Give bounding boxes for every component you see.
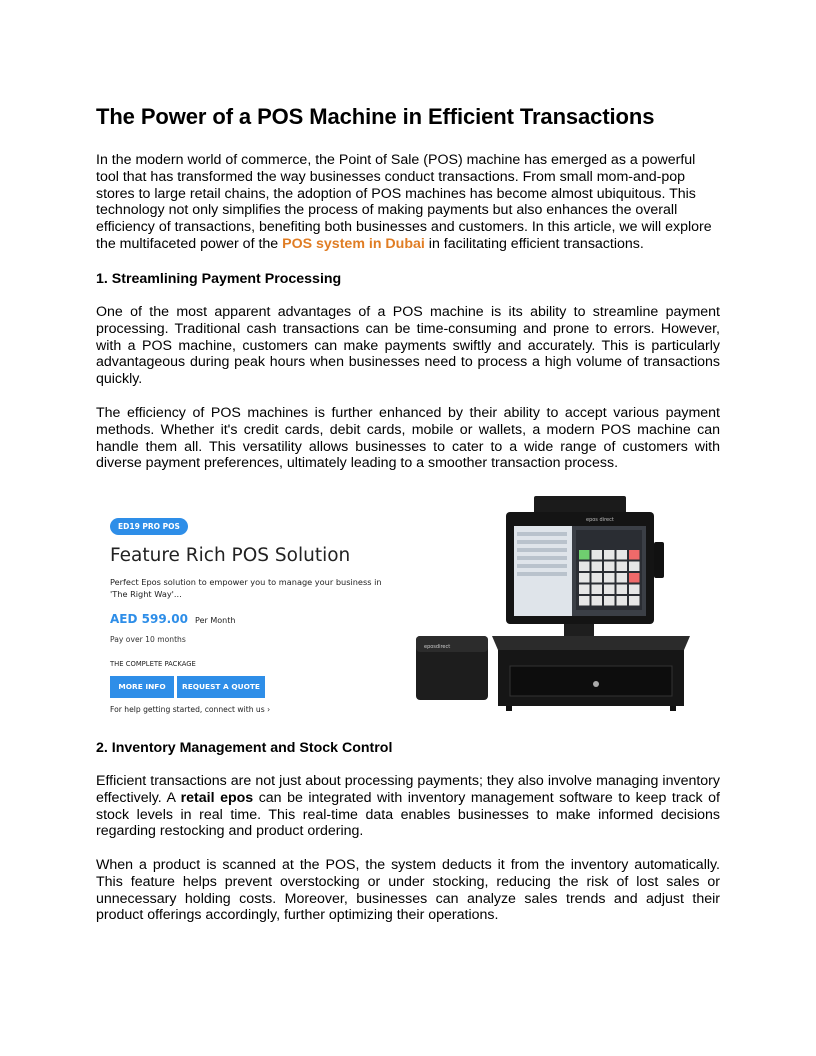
order-line [517, 564, 567, 568]
keypad-key [604, 550, 615, 560]
section2-paragraph-2: When a product is scanned at the POS, the system deducts it from the inventory automatically. This feature helps prevent overstocking or under stocking, reducing the risk of lost sales or unnecessary holding costs. Moreover, businesses can analyze sales trends and adjust their product offerings accordingly, further optimizing their operations. [96, 857, 720, 924]
page-title: The Power of a POS Machine in Efficient Transactions [96, 104, 655, 129]
intro-text-after: in facilitating efficient transactions. [424, 235, 644, 252]
keypad-key [579, 573, 590, 583]
keypad-key [617, 562, 628, 572]
keypad-key [579, 550, 590, 560]
keypad-key [579, 596, 590, 606]
price: AED 599.00 [110, 612, 188, 626]
keypad-key [629, 550, 640, 560]
section2-heading: 2. Inventory Management and Stock Control [96, 740, 393, 756]
keypad-key [579, 585, 590, 595]
order-line [517, 548, 567, 552]
retail-epos-link[interactable]: retail epos [180, 789, 254, 806]
price-period: Per Month [195, 616, 236, 625]
keypad-key [629, 573, 640, 583]
keypad-key [617, 573, 628, 583]
monitor-brand: epos direct [586, 517, 614, 523]
keypad-key [592, 562, 603, 572]
card-reader [654, 542, 664, 578]
pay-note: Pay over 10 months [110, 635, 186, 644]
order-line [517, 572, 567, 576]
keypad-key [617, 585, 628, 595]
order-line [517, 532, 567, 536]
drawer-lock-icon [593, 681, 599, 687]
keypad-key [617, 596, 628, 606]
keypad-key [604, 596, 615, 606]
intro-paragraph [96, 152, 720, 253]
keypad-key [592, 550, 603, 560]
help-link[interactable]: For help getting started, connect with us › [110, 705, 271, 714]
order-line [517, 556, 567, 560]
promo-title: Feature Rich POS Solution [110, 545, 351, 566]
promo-buttons [110, 676, 410, 698]
price-row [110, 608, 410, 627]
keypad-key [629, 596, 640, 606]
section1-paragraph-2: The efficiency of POS machines is further enhanced by their ability to accept various payment methods. Whether it's credit cards, debit cards, mobile or wallets, a modern POS machine can handle them all. This versatility allows businesses to cater to a wide range of customers with diverse payment preferences, ultimately leading to a smoother transaction process. [96, 405, 720, 472]
order-list [514, 526, 572, 616]
printer-brand: eposdirect [424, 644, 451, 650]
promo-description: Perfect Epos solution to empower you to manage your business in 'The Right Way'... [110, 577, 382, 599]
intro-text-before: In the modern world of commerce, the Point of Sale (POS) machine has emerged as a powerful tool that has transformed the way businesses conduct transactions. From small mom-and-pop stores to large retail chains, the adoption of POS machines has become almost ubiquitous. This technology not only simplifies the process of making payments but also enhances the overall efficiency of transactions, benefiting both businesses and customers. In this article, we will explore the multifaceted power of the [96, 152, 712, 252]
keypad-key [629, 562, 640, 572]
section2-p1-before: Efficient transactions are not just about processing payments; they also involve managing inventory effectively. A [96, 773, 720, 806]
order-line [517, 540, 567, 544]
keypad-key [592, 596, 603, 606]
request-quote-button[interactable]: REQUEST A QUOTE [177, 676, 265, 698]
keypad-key [592, 585, 603, 595]
more-info-button[interactable]: MORE INFO [110, 676, 174, 698]
keypad-key [579, 562, 590, 572]
cash-drawer-front [510, 666, 672, 696]
section1-paragraph-1: One of the most apparent advantages of a POS machine is its ability to streamline payment processing. Traditional cash transactions can be time-consuming and prone to errors. However, with a POS machine, customers can make payments swiftly and accurately. This is particularly advantageous during peak hours when businesses need to process a high volume of transactions quickly. [96, 304, 720, 388]
pos-terminal-illustration [414, 488, 704, 718]
keypad-key [604, 573, 615, 583]
pos-promo-image [96, 488, 720, 718]
keypad-key [604, 562, 615, 572]
section2-p1-after: can be integrated with inventory management software to keep track of stock levels in real time. This real-time data enables businesses to make informed decisions regarding restocking and product ordering. [96, 789, 720, 840]
cash-drawer-top [492, 636, 690, 650]
keypad-key [592, 573, 603, 583]
promo-panel [110, 514, 410, 714]
pos-system-dubai-link[interactable]: POS system in Dubai [282, 235, 425, 252]
section1-heading: 1. Streamlining Payment Processing [96, 271, 342, 287]
keypad-key [617, 550, 628, 560]
keypad-key [604, 585, 615, 595]
package-label: THE COMPLETE PACKAGE [110, 660, 196, 668]
keypad-key [629, 585, 640, 595]
product-badge: ED19 PRO POS [110, 518, 188, 535]
section2-paragraph-1 [96, 773, 720, 840]
